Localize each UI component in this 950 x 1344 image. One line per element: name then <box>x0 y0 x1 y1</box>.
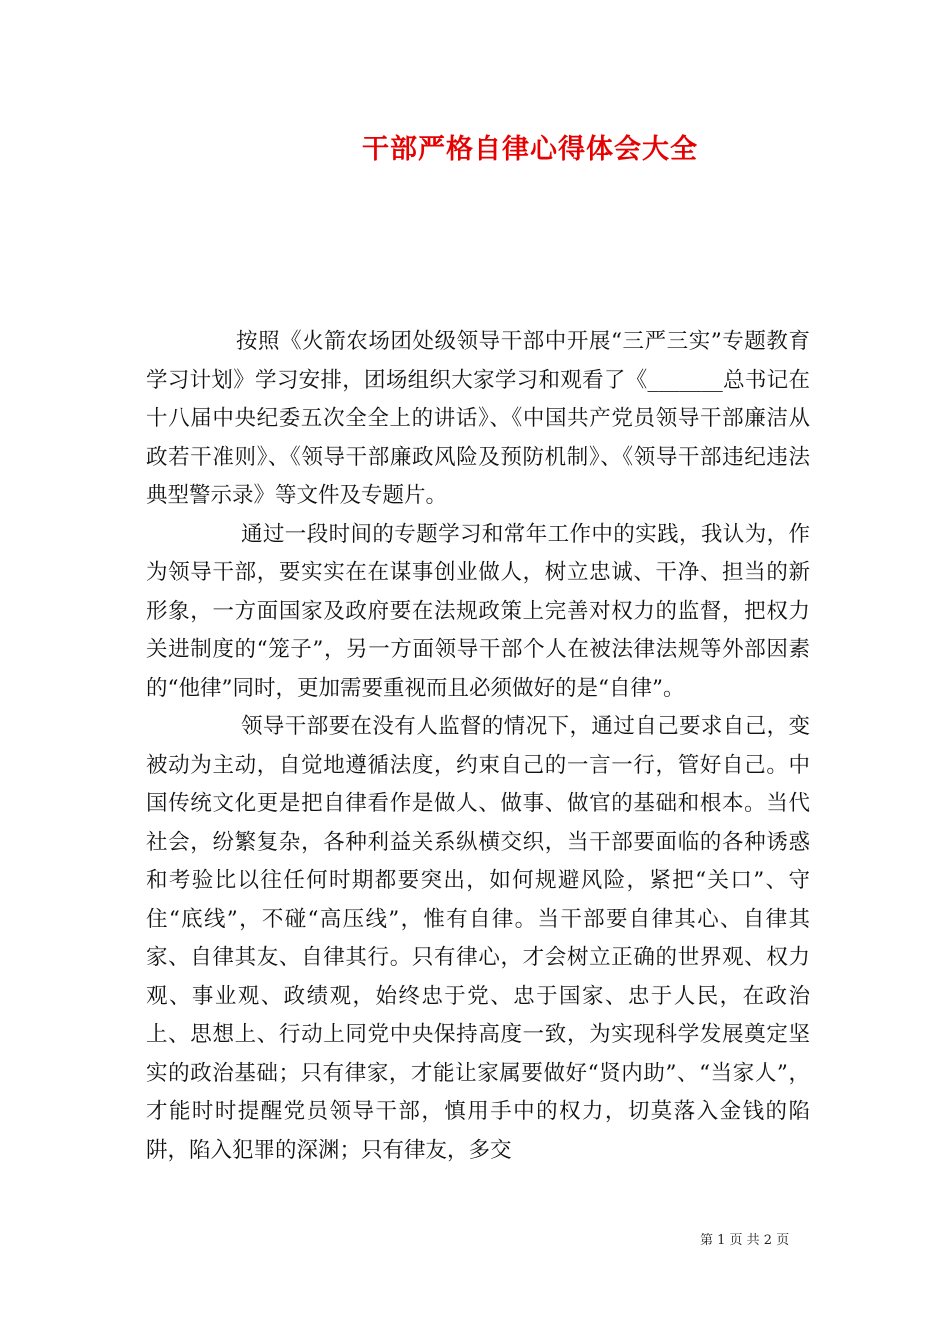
paragraph: 通过一段时间的专题学习和常年工作中的实践，我认为，作为领导干部，要实实在在谋事创业做人，树立忠诚、干净、担当的新形象，一方面国家及政府要在法规政策上完善对权力的监督，把权力关进制度的“笼子”，另一方面领导干部个人在被法律法规等外部因素的“他律”同时，更加需要重视而且必须做好的是“自律”。 <box>146 521 810 701</box>
document-body <box>146 323 810 1170</box>
paragraph: 按照《火箭农场团处级领导干部中开展“三严三实”专题教育学习计划》学习安排，团场组织大家学习和观看了《_______总书记在十八届中央纪委五次全全上的讲话》、《中国共产党员领导干部廉洁从政若干准则》、《领导干部廉政风险及预防机制》、《领导干部违纪违法典型警示录》等文件及专题片。 <box>146 329 810 508</box>
page-number-footer: 第 1 页 共 2 页 <box>700 1233 790 1248</box>
paragraph: 领导干部要在没有人监督的情况下，通过自己要求自己，变被动为主动，自觉地遵循法度，约束自己的一言一行，管好自己。中国传统文化更是把自律看作是做人、做事、做官的基础和根本。当代社会，纷繁复杂，各种利益关系纵横交织，当干部要面临的各种诱惑和考验比以往任何时期都要突出，如何规避风险，紧把“关口”、守住“底线”，不碰“高压线”，惟有自律。当干部要自律其心、自律其家、自律其友、自律其行。只有律心，才会树立正确的世界观、权力观、事业观、政绩观，始终忠于党、忠于国家、忠于人民，在政治上、思想上、行动上同党中央保持高度一致，为实现科学发展奠定坚实的政治基础；只有律家，才能让家属要做好“贤内助”、“当家人”，才能时时提醒党员领导干部，慎用手中的权力，切莫落入金钱的陷阱，陷入犯罪的深渊；只有律友，多交 <box>146 714 810 1163</box>
document-title: 干部严格自律心得体会大全 <box>362 134 698 165</box>
